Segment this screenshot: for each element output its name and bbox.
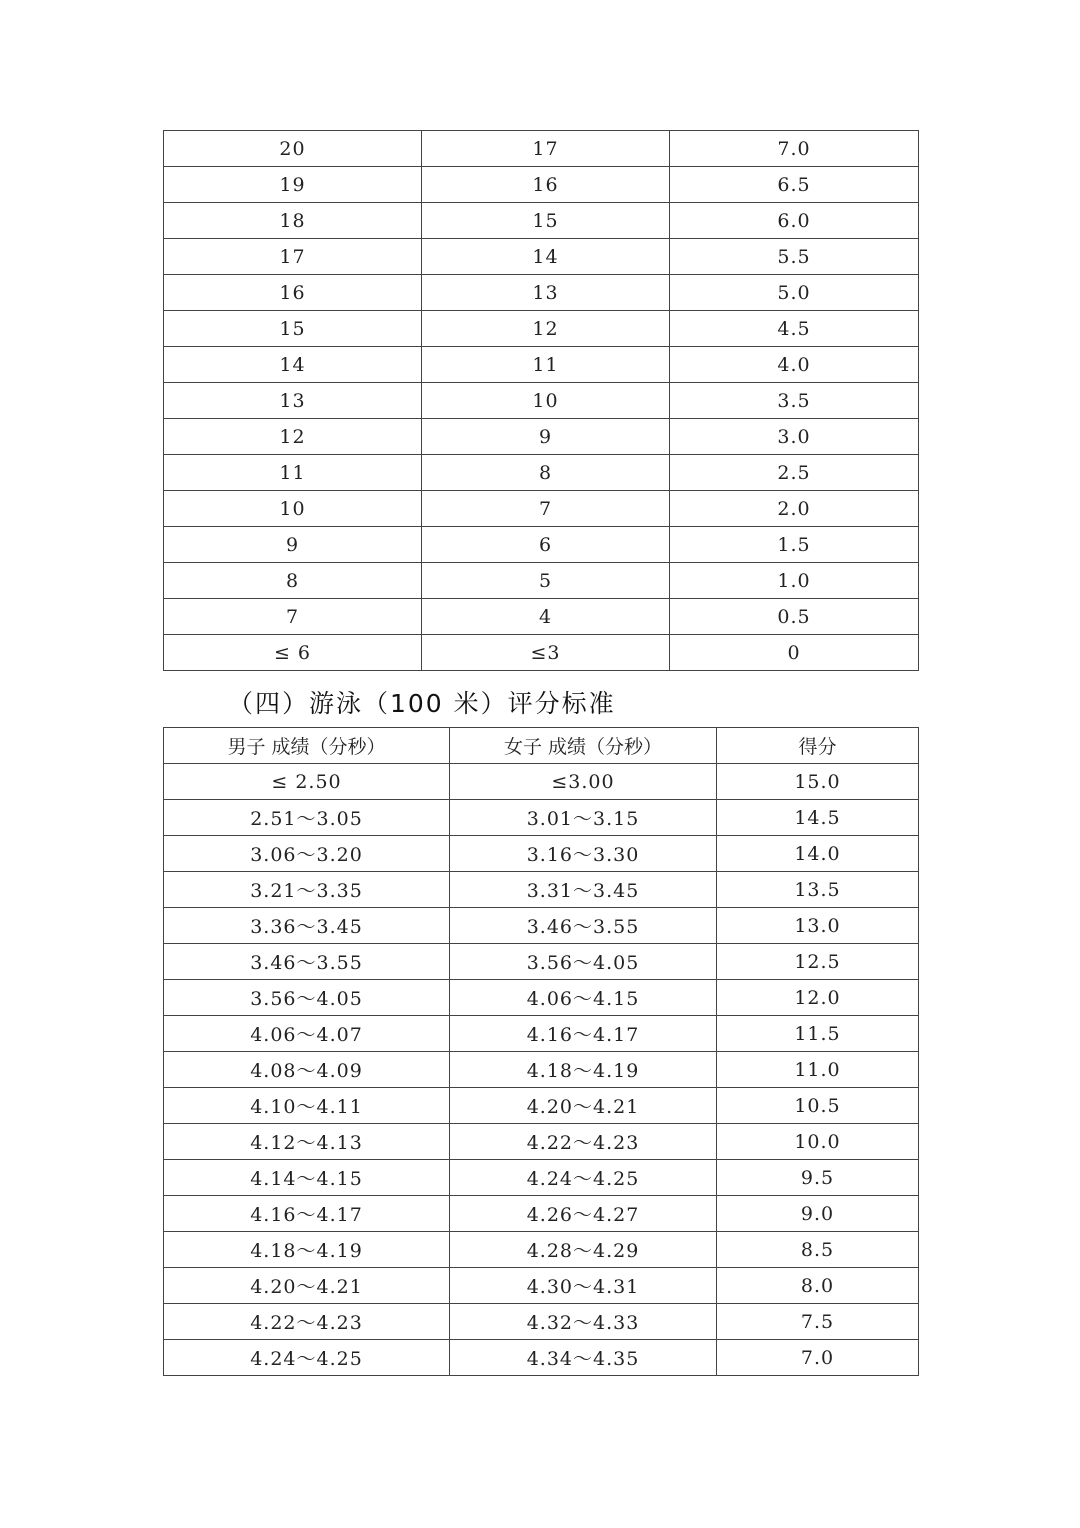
male-count-cell: 17 xyxy=(164,239,422,275)
table-row xyxy=(164,275,919,311)
points-cell: 8.5 xyxy=(717,1232,919,1268)
table-row xyxy=(164,872,919,908)
table-row xyxy=(164,419,919,455)
points-cell: 9.0 xyxy=(717,1196,919,1232)
table-row xyxy=(164,347,919,383)
points-cell: 13.5 xyxy=(717,872,919,908)
female-time-cell: 4.24～4.25 xyxy=(450,1160,717,1196)
male-time-cell: 4.24～4.25 xyxy=(164,1340,450,1376)
female-time-cell: 4.30～4.31 xyxy=(450,1268,717,1304)
male-count-cell: 9 xyxy=(164,527,422,563)
male-count-cell: 20 xyxy=(164,131,422,167)
female-time-cell: 3.16～3.30 xyxy=(450,836,717,872)
points-cell: 3.0 xyxy=(670,419,919,455)
points-cell: 7.5 xyxy=(717,1304,919,1340)
male-time-cell: ≤ 2.50 xyxy=(164,764,450,800)
header-female-score: 女子 成绩（分秒） xyxy=(450,728,717,764)
female-count-cell: 15 xyxy=(422,203,670,239)
table-row xyxy=(164,383,919,419)
table-row xyxy=(164,1052,919,1088)
points-cell: 0 xyxy=(670,635,919,671)
points-cell: 14.5 xyxy=(717,800,919,836)
male-time-cell: 4.20～4.21 xyxy=(164,1268,450,1304)
male-time-cell: 4.06～4.07 xyxy=(164,1016,450,1052)
points-cell: 3.5 xyxy=(670,383,919,419)
points-cell: 6.0 xyxy=(670,203,919,239)
points-cell: 15.0 xyxy=(717,764,919,800)
table-row xyxy=(164,563,919,599)
table-row xyxy=(164,944,919,980)
swim-table-body xyxy=(164,764,919,1376)
table-row xyxy=(164,491,919,527)
male-count-cell: 7 xyxy=(164,599,422,635)
female-count-cell: 12 xyxy=(422,311,670,347)
table-row xyxy=(164,1160,919,1196)
points-cell: 6.5 xyxy=(670,167,919,203)
points-cell: 2.0 xyxy=(670,491,919,527)
points-cell: 12.5 xyxy=(717,944,919,980)
male-time-cell: 4.12～4.13 xyxy=(164,1124,450,1160)
table-row xyxy=(164,1268,919,1304)
female-count-cell: 11 xyxy=(422,347,670,383)
table-row xyxy=(164,131,919,167)
female-count-cell: 14 xyxy=(422,239,670,275)
table-row xyxy=(164,1232,919,1268)
table-row xyxy=(164,635,919,671)
male-count-cell: 8 xyxy=(164,563,422,599)
female-count-cell: 5 xyxy=(422,563,670,599)
female-count-cell: 4 xyxy=(422,599,670,635)
points-cell: 12.0 xyxy=(717,980,919,1016)
table-row xyxy=(164,311,919,347)
male-time-cell: 4.22～4.23 xyxy=(164,1304,450,1340)
female-count-cell: 8 xyxy=(422,455,670,491)
female-count-cell: 9 xyxy=(422,419,670,455)
pullup-table-body xyxy=(164,131,919,671)
male-time-cell: 3.56～4.05 xyxy=(164,980,450,1016)
male-count-cell: ≤ 6 xyxy=(164,635,422,671)
female-time-cell: 4.32～4.33 xyxy=(450,1304,717,1340)
male-count-cell: 16 xyxy=(164,275,422,311)
points-cell: 5.0 xyxy=(670,275,919,311)
male-count-cell: 14 xyxy=(164,347,422,383)
male-time-cell: 3.06～3.20 xyxy=(164,836,450,872)
male-time-cell: 3.36～3.45 xyxy=(164,908,450,944)
header-points: 得分 xyxy=(717,728,919,764)
points-cell: 5.5 xyxy=(670,239,919,275)
table-row xyxy=(164,908,919,944)
table-row xyxy=(164,203,919,239)
male-time-cell: 4.14～4.15 xyxy=(164,1160,450,1196)
female-time-cell: ≤3.00 xyxy=(450,764,717,800)
male-time-cell: 3.21～3.35 xyxy=(164,872,450,908)
female-time-cell: 4.16～4.17 xyxy=(450,1016,717,1052)
table-row xyxy=(164,980,919,1016)
male-count-cell: 18 xyxy=(164,203,422,239)
female-time-cell: 3.01～3.15 xyxy=(450,800,717,836)
male-time-cell: 4.10～4.11 xyxy=(164,1088,450,1124)
points-cell: 14.0 xyxy=(717,836,919,872)
male-time-cell: 4.18～4.19 xyxy=(164,1232,450,1268)
male-time-cell: 4.16～4.17 xyxy=(164,1196,450,1232)
female-time-cell: 3.46～3.55 xyxy=(450,908,717,944)
points-cell: 7.0 xyxy=(670,131,919,167)
points-cell: 8.0 xyxy=(717,1268,919,1304)
table-row xyxy=(164,836,919,872)
header-male-score: 男子 成绩（分秒） xyxy=(164,728,450,764)
points-cell: 1.5 xyxy=(670,527,919,563)
points-cell: 13.0 xyxy=(717,908,919,944)
points-cell: 7.0 xyxy=(717,1340,919,1376)
points-cell: 9.5 xyxy=(717,1160,919,1196)
points-cell: 1.0 xyxy=(670,563,919,599)
table-row xyxy=(164,599,919,635)
female-count-cell: 17 xyxy=(422,131,670,167)
swim-section-title: （四）游泳（100 米）评分标准 xyxy=(228,689,616,718)
points-cell: 11.5 xyxy=(717,1016,919,1052)
female-count-cell: ≤3 xyxy=(422,635,670,671)
male-count-cell: 15 xyxy=(164,311,422,347)
female-time-cell: 4.18～4.19 xyxy=(450,1052,717,1088)
table-row xyxy=(164,1196,919,1232)
table-row xyxy=(164,1016,919,1052)
table-row xyxy=(164,1304,919,1340)
female-time-cell: 4.20～4.21 xyxy=(450,1088,717,1124)
table-row xyxy=(164,1340,919,1376)
pullup-score-table xyxy=(163,130,919,671)
male-count-cell: 13 xyxy=(164,383,422,419)
points-cell: 10.5 xyxy=(717,1088,919,1124)
female-time-cell: 3.56～4.05 xyxy=(450,944,717,980)
table-row xyxy=(164,527,919,563)
points-cell: 11.0 xyxy=(717,1052,919,1088)
male-time-cell: 2.51～3.05 xyxy=(164,800,450,836)
male-count-cell: 11 xyxy=(164,455,422,491)
swim-table-header xyxy=(164,728,919,764)
female-time-cell: 4.22～4.23 xyxy=(450,1124,717,1160)
points-cell: 4.5 xyxy=(670,311,919,347)
female-count-cell: 10 xyxy=(422,383,670,419)
female-count-cell: 6 xyxy=(422,527,670,563)
male-time-cell: 3.46～3.55 xyxy=(164,944,450,980)
table-row xyxy=(164,1124,919,1160)
table-row xyxy=(164,455,919,491)
points-cell: 2.5 xyxy=(670,455,919,491)
table-row xyxy=(164,800,919,836)
female-count-cell: 7 xyxy=(422,491,670,527)
female-time-cell: 4.06～4.15 xyxy=(450,980,717,1016)
female-time-cell: 4.28～4.29 xyxy=(450,1232,717,1268)
female-time-cell: 3.31～3.45 xyxy=(450,872,717,908)
male-time-cell: 4.08～4.09 xyxy=(164,1052,450,1088)
table-row xyxy=(164,167,919,203)
points-cell: 0.5 xyxy=(670,599,919,635)
female-count-cell: 13 xyxy=(422,275,670,311)
female-time-cell: 4.34～4.35 xyxy=(450,1340,717,1376)
male-count-cell: 10 xyxy=(164,491,422,527)
male-count-cell: 19 xyxy=(164,167,422,203)
male-count-cell: 12 xyxy=(164,419,422,455)
table-row xyxy=(164,1088,919,1124)
table-row xyxy=(164,764,919,800)
female-count-cell: 16 xyxy=(422,167,670,203)
swim-score-table xyxy=(163,727,919,1376)
header-row xyxy=(164,728,919,764)
female-time-cell: 4.26～4.27 xyxy=(450,1196,717,1232)
points-cell: 10.0 xyxy=(717,1124,919,1160)
points-cell: 4.0 xyxy=(670,347,919,383)
table-row xyxy=(164,239,919,275)
